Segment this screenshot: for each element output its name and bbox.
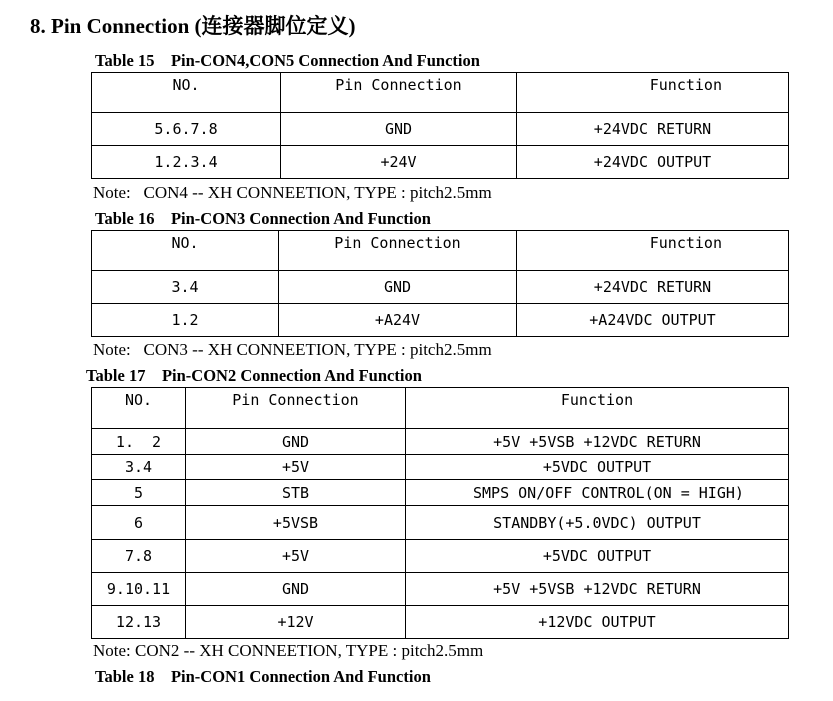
table-header-row [92,231,789,271]
table17-caption: Table 17 Pin-CON2 Connection And Function [86,366,422,385]
cell-no: 1.2 [92,304,279,337]
heading-prefix: 8. Pin Connection ( [30,14,202,38]
table-row [92,480,789,506]
cell-no: 6 [92,506,186,540]
table-row [92,304,789,337]
table15-caption: Table 15 Pin-CON4,CON5 Connection And Function [95,51,480,70]
table-row [92,455,789,480]
cell-pin: STB [186,480,406,506]
table18-caption: Table 18 Pin-CON1 Connection And Function [95,667,431,686]
cell-no: 5.6.7.8 [92,113,281,146]
table-header-row [92,388,789,429]
cell-no: 12.13 [92,606,186,639]
table-row [92,271,789,304]
header-pin: Pin Connection [279,231,517,271]
table15 [91,72,789,179]
cell-pin: GND [281,113,517,146]
header-no: NO. [92,231,279,271]
cell-function: +12VDC OUTPUT [406,606,789,639]
cell-pin: +5VSB [186,506,406,540]
cell-function: +A24VDC OUTPUT [517,304,789,337]
table-row [92,506,789,540]
cell-function: STANDBY(+5.0VDC) OUTPUT [406,506,789,540]
table17-note: Note: CON2 -- XH CONNEETION, TYPE : pitch2.5mm [93,641,484,660]
header-function: Function [406,388,789,429]
heading-cjk: 连接器脚位定义 [201,14,349,38]
cell-no: 3.4 [92,455,186,480]
cell-function: SMPS ON/OFF CONTROL(ON = HIGH) [406,480,789,506]
cell-function: +5V +5VSB +12VDC RETURN [406,573,789,606]
cell-no: 3.4 [92,271,279,304]
cell-pin: +12V [186,606,406,639]
heading-suffix: ) [348,14,356,38]
table-row [92,573,789,606]
cell-function: +5VDC OUTPUT [406,540,789,573]
cell-function: +24VDC RETURN [517,113,789,146]
cell-pin: GND [186,429,406,455]
cell-pin: +A24V [279,304,517,337]
header-function: Function [517,231,789,271]
cell-function: +24VDC RETURN [517,271,789,304]
section-heading [30,10,356,40]
cell-function: +5VDC OUTPUT [406,455,789,480]
cell-pin: +5V [186,540,406,573]
table15-note: Note: CON4 -- XH CONNEETION, TYPE : pitch2.5mm [93,183,492,202]
cell-no: 9.10.11 [92,573,186,606]
table-row [92,429,789,455]
header-pin: Pin Connection [281,73,517,113]
cell-function: +24VDC OUTPUT [517,146,789,179]
cell-no: 5 [92,480,186,506]
cell-pin: +5V [186,455,406,480]
table-row [92,113,789,146]
header-no: NO. [92,388,186,429]
table17 [91,387,789,639]
table16-caption: Table 16 Pin-CON3 Connection And Function [95,209,431,228]
cell-pin: GND [186,573,406,606]
table-header-row [92,73,789,113]
cell-no: 1.2.3.4 [92,146,281,179]
cell-pin: GND [279,271,517,304]
table16 [91,230,789,337]
cell-pin: +24V [281,146,517,179]
cell-function: +5V +5VSB +12VDC RETURN [406,429,789,455]
cell-no: 1. 2 [92,429,186,455]
table-row [92,146,789,179]
header-no: NO. [92,73,281,113]
cell-no: 7.8 [92,540,186,573]
table-row [92,606,789,639]
header-pin: Pin Connection [186,388,406,429]
table16-note: Note: CON3 -- XH CONNEETION, TYPE : pitch2.5mm [93,340,492,359]
header-function: Function [517,73,789,113]
table-row [92,540,789,573]
